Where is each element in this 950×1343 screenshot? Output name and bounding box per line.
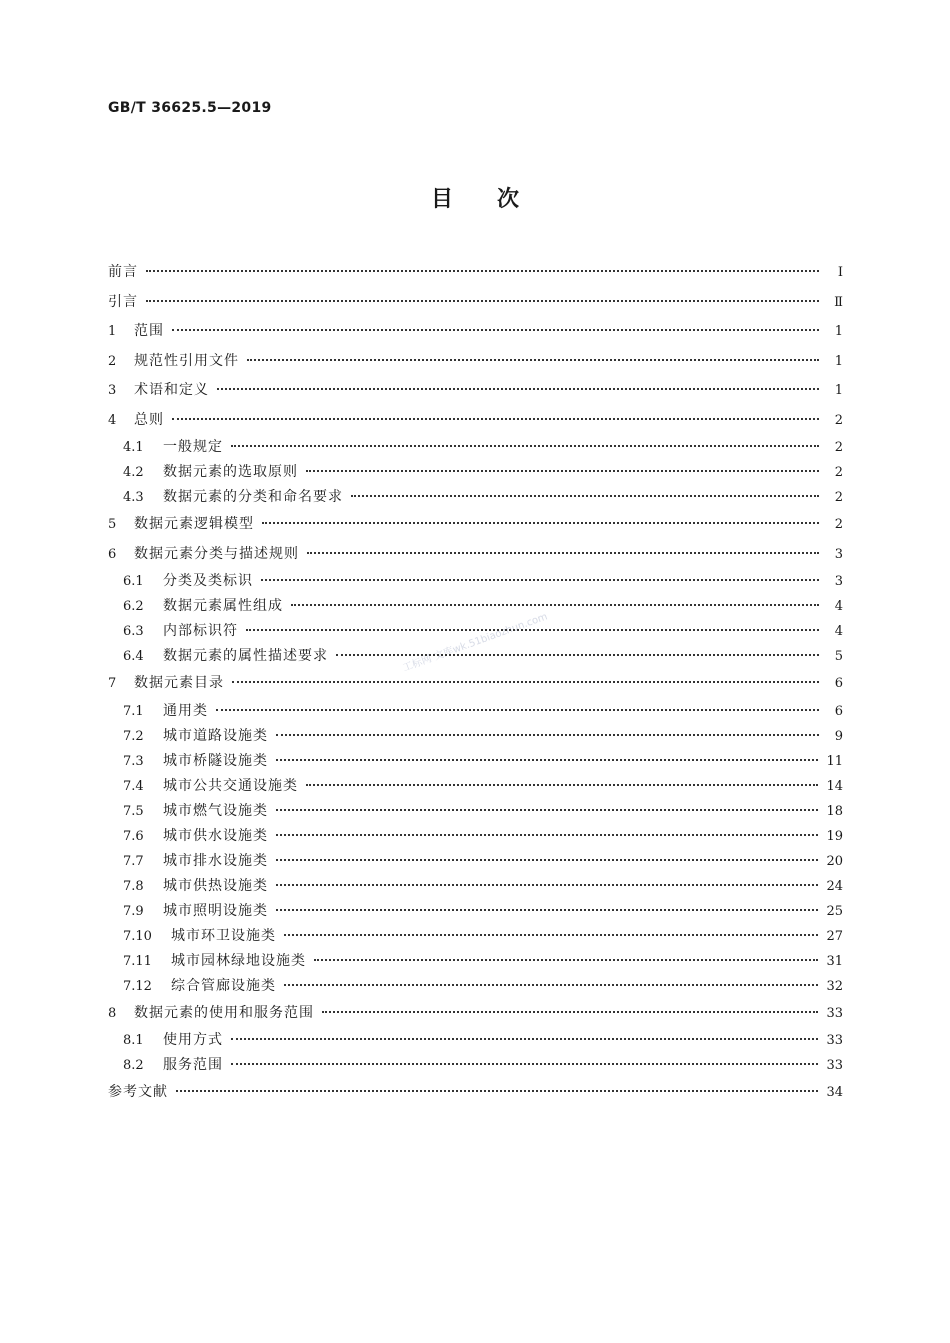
toc-entry-page: 4 [834, 624, 843, 639]
dot-leader [172, 418, 819, 420]
toc-entry-title: 数据元素属性组成 [163, 598, 283, 614]
toc-entry[interactable] [108, 347, 843, 377]
toc-entry-number: 7.2 [123, 728, 144, 744]
toc-entry-page: 33 [826, 1005, 843, 1021]
toc-entry[interactable] [108, 435, 843, 460]
toc-entry[interactable] [108, 669, 843, 699]
toc-entry[interactable] [108, 1053, 843, 1078]
toc-entry-title: 城市桥隧设施类 [163, 752, 268, 769]
toc-entry-title: 数据元素的分类和命名要求 [163, 489, 343, 505]
toc-entry[interactable] [108, 824, 843, 849]
toc-entry-number: 4.1 [123, 440, 144, 455]
toc-entry[interactable] [108, 749, 843, 774]
toc-entry[interactable] [108, 799, 843, 824]
toc-entry-title: 城市供热设施类 [163, 877, 268, 894]
toc-entry-number: 7.8 [123, 878, 144, 894]
toc-entry-number: 7.12 [123, 978, 152, 994]
toc-entry-number: 7.10 [123, 928, 152, 944]
watermark: 工标网 文库wk.51biaozhun.com [401, 611, 550, 675]
toc-entry-number: 8.2 [123, 1058, 144, 1073]
toc-entry-title: 数据元素逻辑模型 [134, 516, 254, 532]
toc-entry-title: 城市环卫设施类 [171, 927, 276, 944]
dot-leader [276, 734, 819, 736]
toc-entry-page: 1 [834, 353, 843, 369]
dot-leader [314, 959, 818, 961]
toc-entry[interactable] [108, 1028, 843, 1053]
toc-entry-page: 18 [826, 803, 843, 819]
toc-entry-page: 3 [834, 574, 843, 589]
toc-entry[interactable] [108, 594, 843, 619]
toc-entry[interactable] [108, 569, 843, 594]
toc-entry[interactable] [108, 849, 843, 874]
toc-entry[interactable] [108, 874, 843, 899]
dot-leader [231, 445, 819, 447]
toc-entry-page: 33 [826, 1058, 843, 1073]
toc-entry[interactable] [108, 485, 843, 510]
toc-entry-title: 服务范围 [163, 1057, 223, 1073]
toc-entry-number: 6.1 [123, 574, 144, 589]
toc-entry[interactable] [108, 317, 843, 347]
toc-entry-page: 24 [826, 878, 843, 894]
toc-entry[interactable] [108, 699, 843, 724]
dot-leader [276, 884, 818, 886]
dot-leader [217, 388, 819, 390]
dot-leader [336, 654, 819, 656]
dot-leader [146, 270, 819, 272]
toc-entry-title: 分类及类标识 [163, 573, 253, 589]
toc-entry-page: Ⅰ [837, 265, 843, 280]
toc-entry-page: 14 [826, 778, 843, 794]
toc-entry-number: 6.4 [123, 649, 144, 664]
toc-entry-title: 城市供水设施类 [163, 827, 268, 844]
toc-entry[interactable] [108, 540, 843, 570]
toc-entry[interactable] [108, 619, 843, 644]
toc-entry-number: 7.5 [123, 803, 144, 819]
dot-leader [284, 984, 818, 986]
toc-entry-title: 城市道路设施类 [163, 727, 268, 744]
dot-leader [276, 759, 818, 761]
toc-entry-number: 4.3 [123, 490, 144, 505]
toc-entry-number: 5 [108, 517, 117, 532]
dot-leader [276, 809, 818, 811]
toc-entry-page: 2 [834, 440, 843, 455]
toc-entry-number: 7.9 [123, 903, 144, 919]
toc-entry-page: 9 [834, 728, 843, 744]
toc-entry-page: 2 [834, 412, 843, 428]
toc-entry-page: Ⅱ [834, 294, 843, 310]
dot-leader [216, 709, 819, 711]
toc-entry-page: 5 [834, 649, 843, 664]
toc-entry-title: 通用类 [163, 702, 208, 719]
toc-entry[interactable] [108, 949, 843, 974]
dot-leader [246, 629, 819, 631]
toc-entry-number: 7.7 [123, 853, 144, 869]
standard-code: GB/T 36625.5—2019 [108, 100, 272, 116]
toc-entry-title: 数据元素的使用和服务范围 [134, 1004, 314, 1021]
dot-leader [284, 934, 818, 936]
toc-entry-title: 城市燃气设施类 [163, 802, 268, 819]
toc-entry-page: 34 [826, 1085, 843, 1100]
toc-entry-page: 25 [826, 903, 843, 919]
toc-entry-page: 2 [834, 517, 843, 532]
dot-leader [231, 1063, 818, 1065]
dot-leader [231, 1038, 818, 1040]
toc-entry-page: 4 [834, 599, 843, 614]
toc-entry-page: 2 [834, 490, 843, 505]
toc-entry-page: 1 [834, 324, 843, 339]
dot-leader [146, 300, 819, 302]
toc-entry-title: 参考文献 [108, 1084, 168, 1100]
toc-entry-number: 6.3 [123, 624, 144, 639]
table-of-contents [108, 258, 843, 1108]
toc-entry-page: 3 [834, 546, 843, 562]
toc-entry-page: 6 [834, 676, 843, 691]
dot-leader [306, 784, 818, 786]
toc-entry-title: 引言 [108, 293, 138, 310]
dot-leader [176, 1090, 818, 1092]
toc-entry[interactable] [108, 288, 843, 318]
toc-entry[interactable] [108, 924, 843, 949]
toc-entry-number: 7.6 [123, 828, 144, 844]
dot-leader [247, 359, 819, 361]
toc-entry-title: 使用方式 [163, 1032, 223, 1048]
toc-entry-title: 城市公共交通设施类 [163, 777, 298, 794]
toc-entry[interactable] [108, 406, 843, 436]
toc-entry-title: 数据元素目录 [134, 675, 224, 691]
toc-entry[interactable] [108, 460, 843, 485]
toc-entry[interactable] [108, 510, 843, 540]
toc-entry-number: 7.1 [123, 703, 144, 719]
toc-entry-page: 19 [826, 828, 843, 844]
toc-entry[interactable] [108, 999, 843, 1029]
toc-entry-number: 7.4 [123, 778, 144, 794]
dot-leader [307, 552, 819, 554]
toc-entry-title: 综合管廊设施类 [171, 977, 276, 994]
toc-entry-page: 32 [826, 978, 843, 994]
toc-entry-title: 总则 [134, 411, 164, 428]
toc-entry[interactable] [108, 899, 843, 924]
toc-entry-page: 2 [834, 465, 843, 480]
toc-entry-number: 3 [108, 383, 117, 398]
dot-leader [291, 604, 819, 606]
toc-entry-page: 27 [826, 928, 843, 944]
dot-leader [232, 681, 819, 683]
toc-entry[interactable] [108, 974, 843, 999]
toc-entry-title: 城市园林绿地设施类 [171, 952, 306, 969]
toc-entry-title: 前言 [108, 264, 138, 280]
toc-entry-title: 城市照明设施类 [163, 902, 268, 919]
toc-entry-title: 城市排水设施类 [163, 852, 268, 869]
dot-leader [172, 329, 819, 331]
toc-entry-number: 1 [108, 324, 117, 339]
toc-entry-title: 规范性引用文件 [134, 352, 239, 369]
toc-entry-title: 术语和定义 [134, 382, 209, 398]
dot-leader [322, 1011, 818, 1013]
toc-entry[interactable] [108, 724, 843, 749]
toc-entry-title: 范围 [134, 323, 164, 339]
toc-entry-page: 31 [826, 953, 843, 969]
dot-leader [351, 495, 819, 497]
toc-entry[interactable] [108, 644, 843, 669]
toc-entry-title: 一般规定 [163, 439, 223, 455]
dot-leader [276, 834, 818, 836]
toc-entry[interactable] [108, 376, 843, 406]
toc-entry-number: 7 [108, 676, 117, 691]
toc-entry-page: 6 [834, 703, 843, 719]
toc-entry-title: 数据元素的选取原则 [163, 464, 298, 480]
toc-entry-page: 11 [826, 753, 843, 769]
toc-entry-title: 内部标识符 [163, 623, 238, 639]
toc-entry-number: 4.2 [123, 465, 144, 480]
dot-leader [261, 579, 819, 581]
toc-entry-number: 7.3 [123, 753, 144, 769]
toc-entry-title: 数据元素的属性描述要求 [163, 648, 328, 664]
toc-entry[interactable] [108, 1078, 843, 1108]
toc-entry-title: 数据元素分类与描述规则 [134, 545, 299, 562]
dot-leader [262, 522, 819, 524]
dot-leader [306, 470, 819, 472]
toc-entry-number: 2 [108, 353, 117, 369]
dot-leader [276, 859, 818, 861]
toc-entry[interactable] [108, 774, 843, 799]
toc-entry-number: 8.1 [123, 1033, 144, 1048]
dot-leader [276, 909, 818, 911]
toc-entry-page: 1 [834, 383, 843, 398]
toc-entry-number: 7.11 [123, 953, 152, 969]
toc-entry-page: 33 [826, 1033, 843, 1048]
toc-entry-number: 6 [108, 546, 117, 562]
toc-entry[interactable] [108, 258, 843, 288]
page-title: 目次 [430, 187, 563, 212]
toc-entry-page: 20 [826, 853, 843, 869]
toc-entry-number: 4 [108, 412, 117, 428]
toc-entry-number: 8 [108, 1005, 117, 1021]
toc-entry-number: 6.2 [123, 599, 144, 614]
